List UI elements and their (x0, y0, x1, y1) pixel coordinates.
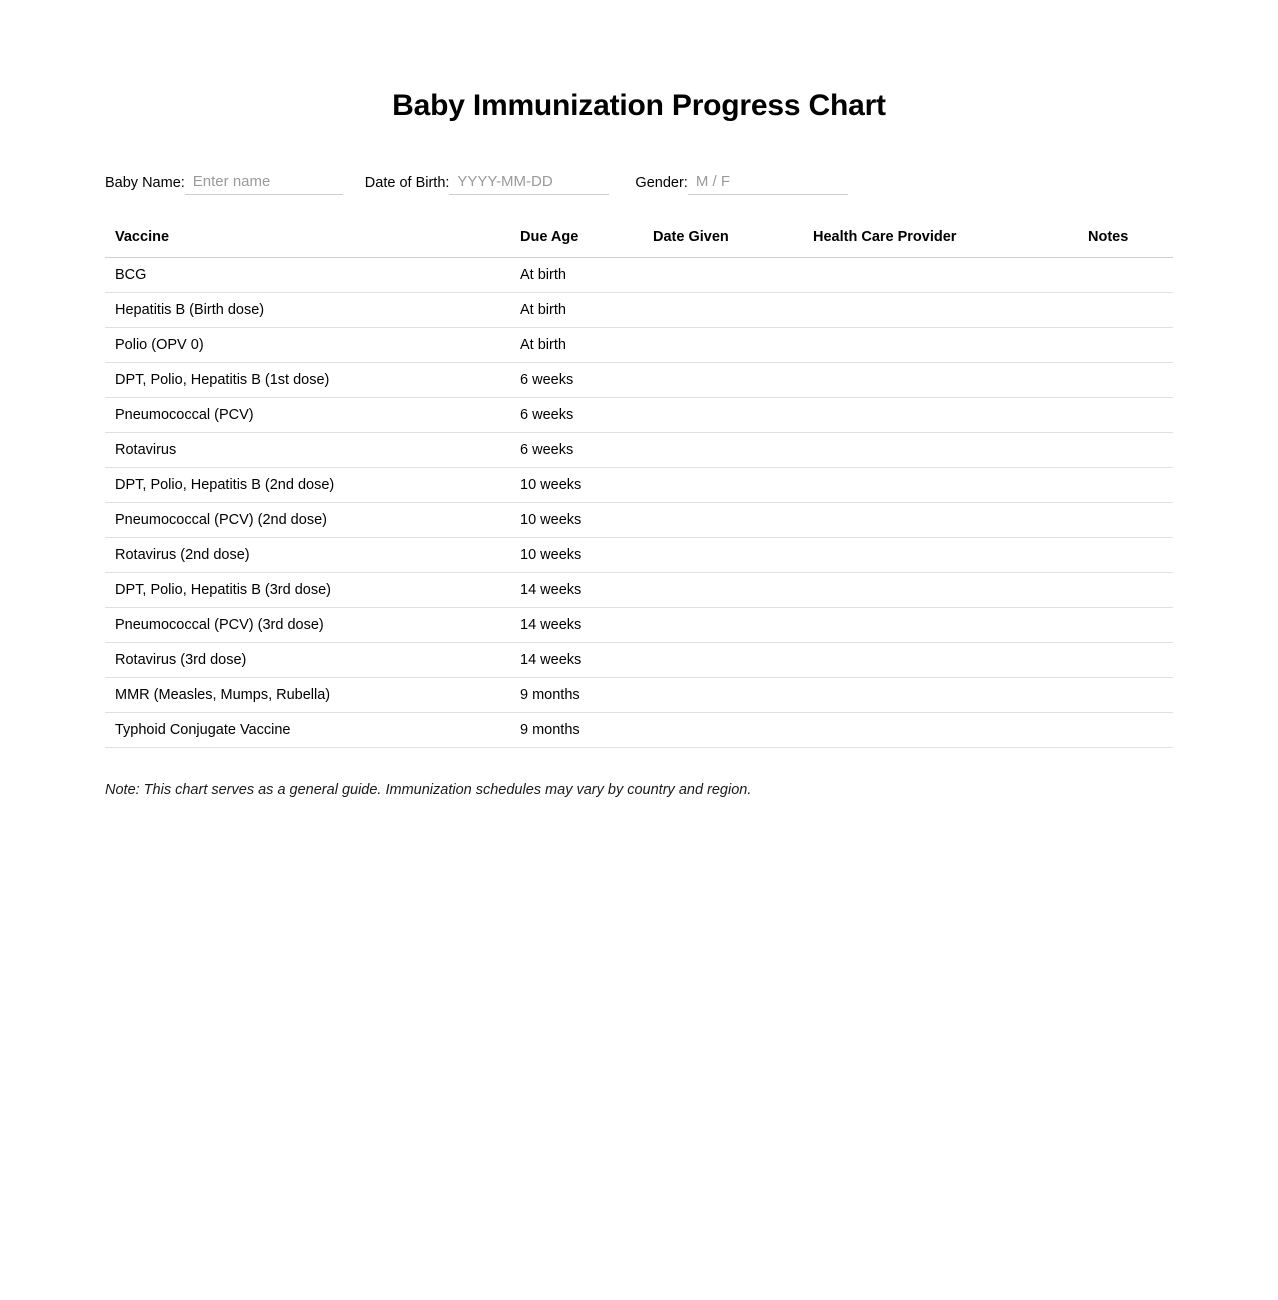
provider-cell[interactable] (803, 257, 1078, 292)
due-age-cell: 14 weeks (510, 642, 643, 677)
vaccine-cell: BCG (105, 257, 510, 292)
due-age-cell: At birth (510, 257, 643, 292)
provider-cell[interactable] (803, 432, 1078, 467)
notes-cell[interactable] (1078, 257, 1173, 292)
provider-cell[interactable] (803, 572, 1078, 607)
vaccine-cell: MMR (Measles, Mumps, Rubella) (105, 677, 510, 712)
provider-cell[interactable] (803, 712, 1078, 747)
date-given-cell[interactable] (643, 327, 803, 362)
date-of-birth-field-group (365, 171, 610, 195)
provider-cell[interactable] (803, 537, 1078, 572)
date-given-cell[interactable] (643, 397, 803, 432)
vaccine-cell: Rotavirus (2nd dose) (105, 537, 510, 572)
table-row (105, 712, 1173, 747)
provider-cell[interactable] (803, 397, 1078, 432)
due-age-cell: 10 weeks (510, 467, 643, 502)
provider-cell[interactable] (803, 327, 1078, 362)
provider-cell[interactable] (803, 292, 1078, 327)
vaccine-cell: Rotavirus (105, 432, 510, 467)
table-row (105, 502, 1173, 537)
vaccine-cell: Typhoid Conjugate Vaccine (105, 712, 510, 747)
notes-cell[interactable] (1078, 397, 1173, 432)
baby-name-input[interactable] (185, 171, 343, 195)
vaccine-cell: Polio (OPV 0) (105, 327, 510, 362)
date-given-cell[interactable] (643, 362, 803, 397)
baby-name-label: Baby Name: (105, 175, 185, 191)
vaccine-cell: Pneumococcal (PCV) (105, 397, 510, 432)
gender-label: Gender: (635, 175, 688, 191)
vaccine-cell: Pneumococcal (PCV) (2nd dose) (105, 502, 510, 537)
notes-cell[interactable] (1078, 572, 1173, 607)
notes-cell[interactable] (1078, 362, 1173, 397)
table-row (105, 292, 1173, 327)
vaccine-cell: Rotavirus (3rd dose) (105, 642, 510, 677)
table-row (105, 572, 1173, 607)
notes-cell[interactable] (1078, 327, 1173, 362)
table-header-row (105, 227, 1173, 257)
immunization-table-wrapper (0, 227, 1278, 748)
due-age-cell: 10 weeks (510, 502, 643, 537)
gender-field-group (635, 171, 847, 195)
baby-name-field-group (105, 171, 343, 195)
footer-note: Note: This chart serves as a general guide. Immunization schedules may vary by country and region. (105, 781, 752, 798)
date-given-cell[interactable] (643, 642, 803, 677)
due-age-cell: 14 weeks (510, 607, 643, 642)
column-header-vaccine: Vaccine (105, 227, 510, 257)
notes-cell[interactable] (1078, 467, 1173, 502)
due-age-cell: At birth (510, 327, 643, 362)
column-header-provider: Health Care Provider (803, 227, 1078, 257)
table-row (105, 397, 1173, 432)
date-given-cell[interactable] (643, 537, 803, 572)
date-given-cell[interactable] (643, 292, 803, 327)
notes-cell[interactable] (1078, 607, 1173, 642)
vaccine-cell: Hepatitis B (Birth dose) (105, 292, 510, 327)
column-header-notes: Notes (1078, 227, 1173, 257)
date-of-birth-input[interactable] (449, 171, 609, 195)
date-given-cell[interactable] (643, 607, 803, 642)
notes-cell[interactable] (1078, 677, 1173, 712)
provider-cell[interactable] (803, 467, 1078, 502)
due-age-cell: 6 weeks (510, 362, 643, 397)
table-row (105, 607, 1173, 642)
due-age-cell: 6 weeks (510, 397, 643, 432)
notes-cell[interactable] (1078, 502, 1173, 537)
column-header-date-given: Date Given (643, 227, 803, 257)
due-age-cell: 9 months (510, 677, 643, 712)
notes-cell[interactable] (1078, 292, 1173, 327)
due-age-cell: 9 months (510, 712, 643, 747)
provider-cell[interactable] (803, 677, 1078, 712)
table-row (105, 327, 1173, 362)
baby-info-form (0, 124, 1278, 195)
table-row (105, 467, 1173, 502)
due-age-cell: 14 weeks (510, 572, 643, 607)
date-given-cell[interactable] (643, 467, 803, 502)
date-given-cell[interactable] (643, 502, 803, 537)
column-header-due-age: Due Age (510, 227, 643, 257)
due-age-cell: 10 weeks (510, 537, 643, 572)
immunization-schedule-table (105, 227, 1173, 748)
date-of-birth-label: Date of Birth: (364, 175, 450, 191)
date-given-cell[interactable] (643, 572, 803, 607)
date-given-cell[interactable] (643, 257, 803, 292)
gender-input[interactable] (688, 171, 848, 195)
date-given-cell[interactable] (643, 432, 803, 467)
table-row (105, 677, 1173, 712)
vaccine-cell: DPT, Polio, Hepatitis B (2nd dose) (105, 467, 510, 502)
provider-cell[interactable] (803, 642, 1078, 677)
notes-cell[interactable] (1078, 642, 1173, 677)
notes-cell[interactable] (1078, 537, 1173, 572)
table-header (105, 227, 1173, 257)
vaccine-cell: Pneumococcal (PCV) (3rd dose) (105, 607, 510, 642)
provider-cell[interactable] (803, 502, 1078, 537)
table-body (105, 257, 1173, 747)
due-age-cell: At birth (510, 292, 643, 327)
vaccine-cell: DPT, Polio, Hepatitis B (1st dose) (105, 362, 510, 397)
notes-cell[interactable] (1078, 432, 1173, 467)
provider-cell[interactable] (803, 362, 1078, 397)
table-row (105, 642, 1173, 677)
notes-cell[interactable] (1078, 712, 1173, 747)
vaccine-cell: DPT, Polio, Hepatitis B (3rd dose) (105, 572, 510, 607)
date-given-cell[interactable] (643, 677, 803, 712)
table-row (105, 432, 1173, 467)
date-given-cell[interactable] (643, 712, 803, 747)
page-title: Baby Immunization Progress Chart (392, 89, 886, 122)
table-row (105, 537, 1173, 572)
table-row (105, 362, 1173, 397)
table-row (105, 257, 1173, 292)
due-age-cell: 6 weeks (510, 432, 643, 467)
provider-cell[interactable] (803, 607, 1078, 642)
